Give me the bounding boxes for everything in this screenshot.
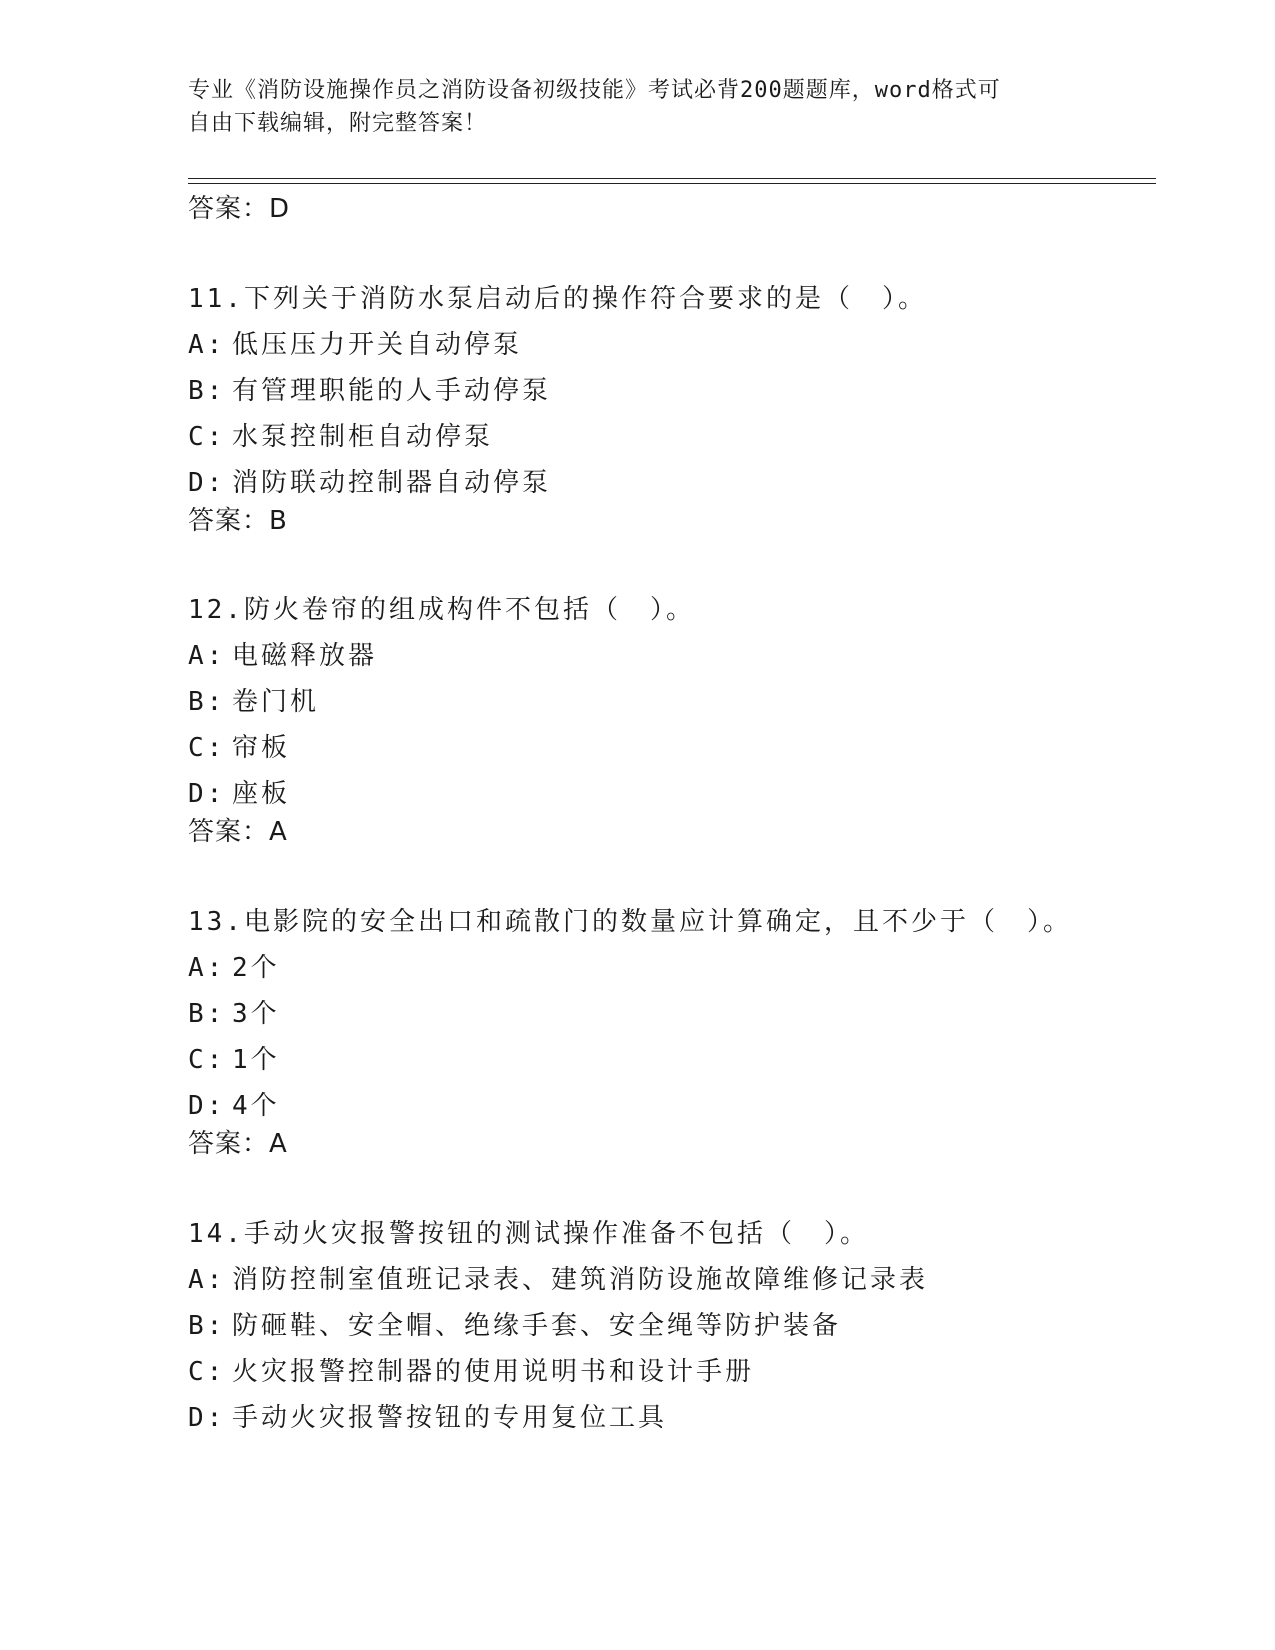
question-title: 12.防火卷帘的组成构件不包括（ ）。 [188, 595, 695, 625]
option-text: 座板 [232, 779, 291, 809]
option-label: A: [188, 641, 226, 671]
header-line-1: 专业《消防设施操作员之消防设备初级技能》考试必背200题题库，word格式可 [188, 78, 1001, 103]
option-label: D: [188, 1091, 226, 1121]
option-c [188, 725, 1138, 771]
option-c [188, 1349, 1138, 1395]
header-divider [188, 178, 1156, 184]
answer-11: 答案：B [188, 506, 288, 536]
option-a [188, 945, 1138, 991]
option-label: D: [188, 779, 226, 809]
question-title: 14.手动火灾报警按钮的测试操作准备不包括（ ）。 [188, 1219, 869, 1249]
option-label: A: [188, 330, 226, 360]
option-text: 1个 [232, 1045, 280, 1075]
question-14 [188, 1211, 1138, 1441]
option-text: 电磁释放器 [232, 641, 378, 671]
option-text: 消防控制室值班记录表、建筑消防设施故障维修记录表 [232, 1265, 929, 1295]
question-13 [188, 899, 1138, 1129]
option-a [188, 322, 1138, 368]
option-b [188, 679, 1138, 725]
option-label: B: [188, 687, 226, 717]
option-d [188, 1083, 1138, 1129]
option-text: 手动火灾报警按钮的专用复位工具 [232, 1403, 668, 1433]
question-11 [188, 276, 1138, 506]
option-b [188, 368, 1138, 414]
option-d [188, 1395, 1138, 1441]
option-b [188, 991, 1138, 1037]
document-header [188, 74, 1068, 140]
option-label: A: [188, 1265, 226, 1295]
option-label: C: [188, 1045, 226, 1075]
option-label: B: [188, 376, 226, 406]
option-label: B: [188, 1311, 226, 1341]
header-line-2: 自由下载编辑，附完整答案！ [188, 111, 488, 136]
option-label: C: [188, 1357, 226, 1387]
option-a [188, 633, 1138, 679]
option-text: 低压压力开关自动停泵 [232, 330, 523, 360]
option-label: B: [188, 999, 226, 1029]
option-label: C: [188, 733, 226, 763]
question-title: 13.电影院的安全出口和疏散门的数量应计算确定，且不少于（ ）。 [188, 907, 1072, 937]
option-d [188, 460, 1138, 506]
option-d [188, 771, 1138, 817]
option-text: 卷门机 [232, 687, 320, 717]
option-text: 有管理职能的人手动停泵 [232, 376, 552, 406]
option-label: D: [188, 468, 226, 498]
option-text: 帘板 [232, 733, 291, 763]
answer-12: 答案：A [188, 817, 288, 847]
option-b [188, 1303, 1138, 1349]
option-text: 消防联动控制器自动停泵 [232, 468, 552, 498]
option-text: 3个 [232, 999, 280, 1029]
option-label: D: [188, 1403, 226, 1433]
option-a [188, 1257, 1138, 1303]
question-title: 11.下列关于消防水泵启动后的操作符合要求的是（ ）。 [188, 284, 927, 314]
option-text: 2个 [232, 953, 280, 983]
option-text: 水泵控制柜自动停泵 [232, 422, 494, 452]
option-label: C: [188, 422, 226, 452]
question-12 [188, 587, 1138, 817]
option-c [188, 1037, 1138, 1083]
option-text: 防砸鞋、安全帽、绝缘手套、安全绳等防护装备 [232, 1311, 842, 1341]
answer-previous: 答案：D [188, 194, 291, 224]
option-text: 4个 [232, 1091, 280, 1121]
option-text: 火灾报警控制器的使用说明书和设计手册 [232, 1357, 755, 1387]
option-label: A: [188, 953, 226, 983]
option-c [188, 414, 1138, 460]
answer-13: 答案：A [188, 1129, 288, 1159]
